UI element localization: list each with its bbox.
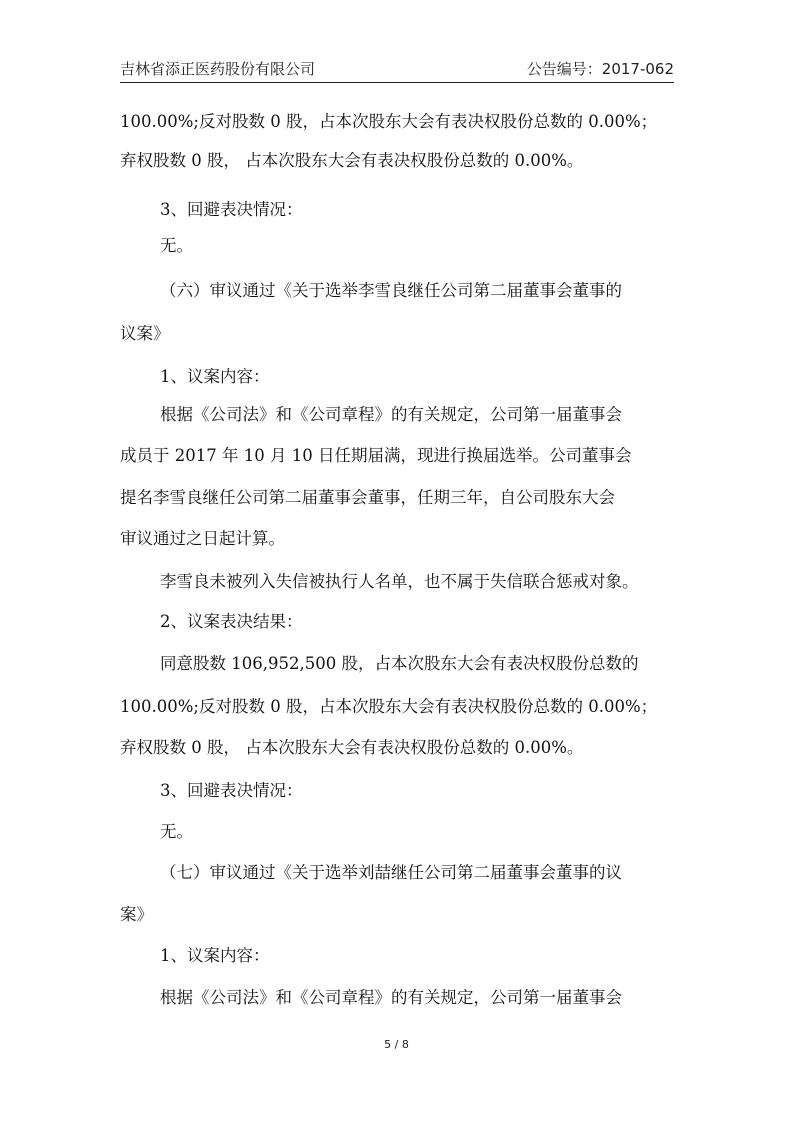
announcement-number: 公告编号：2017-062 — [526, 60, 674, 78]
body-line: 100.00%;反对股数 0 股，占本次股东大会有表决权股份总数的 0.00%； — [120, 112, 658, 131]
body-line: 审议通过之日起计算。 — [120, 529, 285, 548]
body-line: 同意股数 106,952,500 股，占本次股东大会有表决权股份总数的 — [160, 654, 639, 673]
body-line: 100.00%;反对股数 0 股，占本次股东大会有表决权股份总数的 0.00%； — [120, 697, 658, 716]
section-heading: （七）审议通过《关于选举刘喆继任公司第二届董事会董事的议 — [160, 863, 622, 882]
section-heading: 1、议案内容： — [160, 367, 270, 386]
body-line: 弃权股数 0 股， 占本次股东大会有表决权股份总数的 0.00%。 — [120, 738, 584, 757]
body-line: 成员于 2017 年 10 月 10 日任期届满，现进行换届选举。公司董事会 — [120, 446, 632, 465]
section-heading: 1、议案内容： — [160, 946, 270, 965]
body-line: 根据《公司法》和《公司章程》的有关规定，公司第一届董事会 — [160, 405, 622, 424]
body-line: 弃权股数 0 股， 占本次股东大会有表决权股份总数的 0.00%。 — [120, 151, 584, 170]
section-heading: 2、议案表决结果： — [160, 612, 303, 631]
section-heading: 3、回避表决情况： — [160, 200, 303, 219]
body-line: 无。 — [160, 822, 193, 841]
page-header — [120, 58, 674, 83]
body-line: 根据《公司法》和《公司章程》的有关规定，公司第一届董事会 — [160, 988, 622, 1007]
page-number: 5 / 8 — [384, 1038, 409, 1051]
section-heading: （六）审议通过《关于选举李雪良继任公司第二届董事会董事的 — [160, 281, 622, 300]
body-line: 李雪良未被列入失信被执行人名单，也不属于失信联合惩戒对象。 — [160, 572, 639, 591]
body-line: 提名李雪良继任公司第二届董事会董事，任期三年，自公司股东大会 — [120, 488, 615, 507]
company-name: 吉林省添正医药股份有限公司 — [120, 60, 316, 78]
section-heading: 议案》 — [120, 324, 170, 343]
body-line: 无。 — [160, 236, 193, 255]
section-heading: 案》 — [120, 905, 153, 924]
section-heading: 3、回避表决情况： — [160, 781, 303, 800]
